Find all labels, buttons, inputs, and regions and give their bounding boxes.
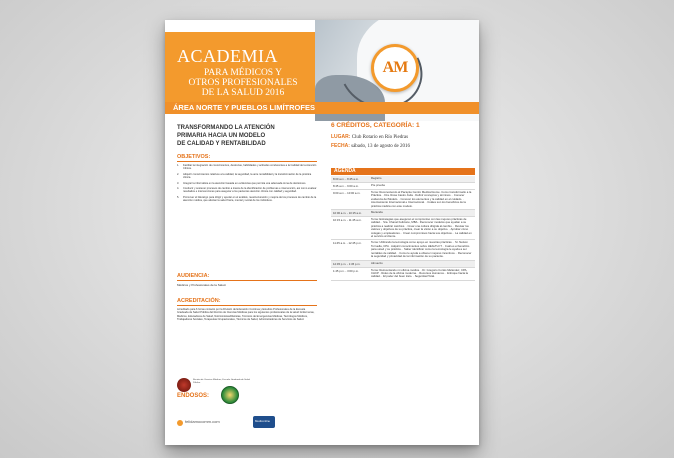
creditos-heading: 6 CRÉDITOS, CATEGORÍA: 1 <box>331 122 420 129</box>
lugar-value: Club Rotario en Río Piedras <box>351 135 409 140</box>
item-number: 5. <box>177 195 180 199</box>
subtitle-line: OTROS PROFESIONALES <box>188 78 298 88</box>
lugar-label: LUGAR: <box>331 134 351 140</box>
header <box>165 20 479 121</box>
list-item <box>177 187 317 194</box>
list-item <box>177 173 317 180</box>
fecha-line <box>331 143 410 149</box>
agenda-header <box>331 168 475 175</box>
agenda-row <box>331 190 475 210</box>
agenda-description: Tema: Utilizando la tecnología como apoyo en nuestras prácticas. · Sr. Nelson Torruella, CPA · Adquirir conocimientos sobre HEALTH IT. · Cuál es el beneficio para usted y su práctica. · Saber identificar como la tecnología le ayuda a ser rentables de calidad. · Como le ayuda a obtener mejores incentivos. · Reconocer la seguridad y privacidad de la información de su paciente. <box>371 240 472 259</box>
region-bar <box>165 102 479 114</box>
agenda-row <box>331 240 475 260</box>
item-number: 4. <box>177 187 180 191</box>
agenda-time: 12:45 p.m. - 1:45 p.m. <box>333 261 361 266</box>
item-text: Adquirir conocimientos relativos a la calidad, la seguridad, la ante rentabilidad y la transformación de la práctica clínica. <box>183 172 312 180</box>
agenda-description: Tema: Reinventando mi oficina médica. · Dr. Gregorio Cortés Meléndez, CPA, CHCP · Roles de la oficina moderna. · Recursos Humanos. · Enfoque hacia la calidad. · El poder del buen trato. · Seguridad Total. <box>371 267 468 279</box>
footer-url[interactable]: felidamocomm.com <box>185 419 220 424</box>
agenda-row <box>331 261 475 268</box>
list-item <box>177 196 317 203</box>
agenda-description: Pre prueba <box>371 183 385 187</box>
fecha-label: FECHA: <box>331 143 350 149</box>
endosos-label: ENDOSOS: <box>177 393 210 399</box>
university-seal-icon <box>177 378 191 392</box>
agenda-time: 1:45 p.m. - 3:00 p.m. <box>333 268 359 273</box>
agenda-row <box>331 217 475 240</box>
divider <box>177 161 317 162</box>
objetivos-list <box>177 164 317 205</box>
agenda-description: Almuerzo <box>371 260 383 265</box>
list-item <box>177 182 317 185</box>
seal-caption: Recinto de Ciencias Médicas, Escuela Graduada de Salud Pública <box>193 379 250 384</box>
agenda-time: 10:15 a.m. - 11:45 a.m. <box>333 218 362 223</box>
agenda-row <box>331 268 475 281</box>
item-number: 3. <box>177 181 180 185</box>
divider <box>177 280 317 281</box>
acreditacion-text: Acreditado para 6 horas contacto por la División de Educación Continua y Estudios Profesionales de la Escuela Graduada de Salud Pública del Recinto de Ciencias Médicas para los siguientes profesionales de la salud: Enfermeras, Médicos, Educadores de Salud, Nutricionistas/Dietistas, Técnicos de Emergencias Médicas, Tecnólogos Médicos, Trabajadores Sociales, Terapeutas Ocupacionales, Técnicos de Salud, Administradores de Servicios de Salud. <box>177 308 315 322</box>
audiencia-heading: AUDIENCIA: <box>177 273 210 279</box>
item-number: 2. <box>177 172 180 176</box>
flyer <box>165 20 479 445</box>
agenda-time: 8:45 a.m. - 9:00 a.m. <box>333 184 359 188</box>
agenda-description: Registro <box>371 176 382 180</box>
tagline <box>177 124 317 148</box>
divider <box>177 305 317 306</box>
page-subtitle <box>173 68 313 98</box>
agenda-description: Tema: Reconociendo al Paciente Centro Medical Home. Como transformarlo a la Práctica. · Dra. Rosa Castro Ávila · Definir conceptos y términos. · Conocer evidencia del Modelo. · Conocer los elementos y la calidad en el cuidado. · Acercamiento Internacional e Internacional. · Cuáles son los beneficios de la práctica médica con este modelo. <box>371 190 472 208</box>
audiencia-text: Médicos y Profesionales de la Salud. <box>177 283 227 287</box>
title-box <box>165 32 315 110</box>
tagline-line: DE CALIDAD Y RENTABILIDAD <box>177 141 266 147</box>
subtitle-line: PARA MÉDICOS Y <box>204 68 282 78</box>
agenda-time: 9:00 a.m. - 10:00 a.m. <box>333 191 361 195</box>
region-label: ÁREA NORTE Y PUEBLOS LIMÍTROFES <box>173 103 315 112</box>
agenda-row <box>331 176 475 183</box>
agenda-time: 10:00 a.m. - 10:15 a.m. <box>333 211 362 216</box>
agenda-table <box>331 176 475 281</box>
agenda-title: AGENDA <box>334 168 356 174</box>
fecha-value: sábado, 13 de agosto de 2016 <box>351 144 411 149</box>
logo-text: AM <box>382 59 408 76</box>
list-item <box>177 164 317 171</box>
sponsor-name: Mediconline <box>255 419 270 423</box>
subtitle-line: DE LA SALUD 2016 <box>201 88 285 98</box>
page-title: ACADEMIA <box>177 46 278 66</box>
objetivos-heading: OBJETIVOS: <box>177 154 211 160</box>
agenda-time: 8:00 a.m. - 8:45 a.m. <box>333 177 359 181</box>
agenda-row <box>331 183 475 190</box>
agenda-row <box>331 210 475 217</box>
item-text: Conducir y sostener procesos de cambio a través de la identificación de problemas e intervención, así como evaluar resultados e intervenciones para asegurar a los pacientes atención clínica con calidad y seguridad. <box>183 187 317 194</box>
acreditacion-heading: ACREDITACIÓN: <box>177 298 221 304</box>
item-number: 1. <box>177 164 180 167</box>
agenda-time: 11:45 a.m. - 12:45 p.m. <box>333 241 362 246</box>
event-column <box>325 114 479 445</box>
tagline-line: PRIMARIA HACIA UN MODELO <box>177 133 266 139</box>
agenda-description: Merienda <box>371 210 383 215</box>
agenda-description: Tema: Estrategias que aseguran el compromiso con las mejores prácticas de calidad. · Sra. Chanel Feliciano, MBA · Reconocer modelos que ayudan a su práctica a realizar cambios. · Crear una cultura dirigida al cambio. · Revisar los valores y objetivos de su práctica, crear la visión a su objetivo. · Aprobar cómo colegas y empleadores. · Crear compromisos hacia sus objetivos. · La calidad en el servicio al cliente. <box>371 217 472 239</box>
tagline-line: TRANSFORMANDO LA ATENCIÓN <box>177 125 275 131</box>
endorsement-badge-icon <box>221 386 239 404</box>
item-text: Promover el liderazgo para dirigir y ayudar en el análisis, reestructuración y mejora de los procesos de cambio de la atención médica, que afectan la salud física, mental y social de los individuos. <box>183 195 317 203</box>
academia-logo <box>371 44 419 92</box>
footer-logo-icon <box>177 420 183 426</box>
lugar-line <box>331 134 408 140</box>
item-text: Facilitar la integración de conocimientos, destrezas, habilidades y actitudes conducentes a la Calidad de la Atención Clínica. <box>183 164 317 171</box>
item-text: Integrar la informática en la atención basada en evidencias que permita una adecuada toma de decisiones. <box>183 181 307 185</box>
